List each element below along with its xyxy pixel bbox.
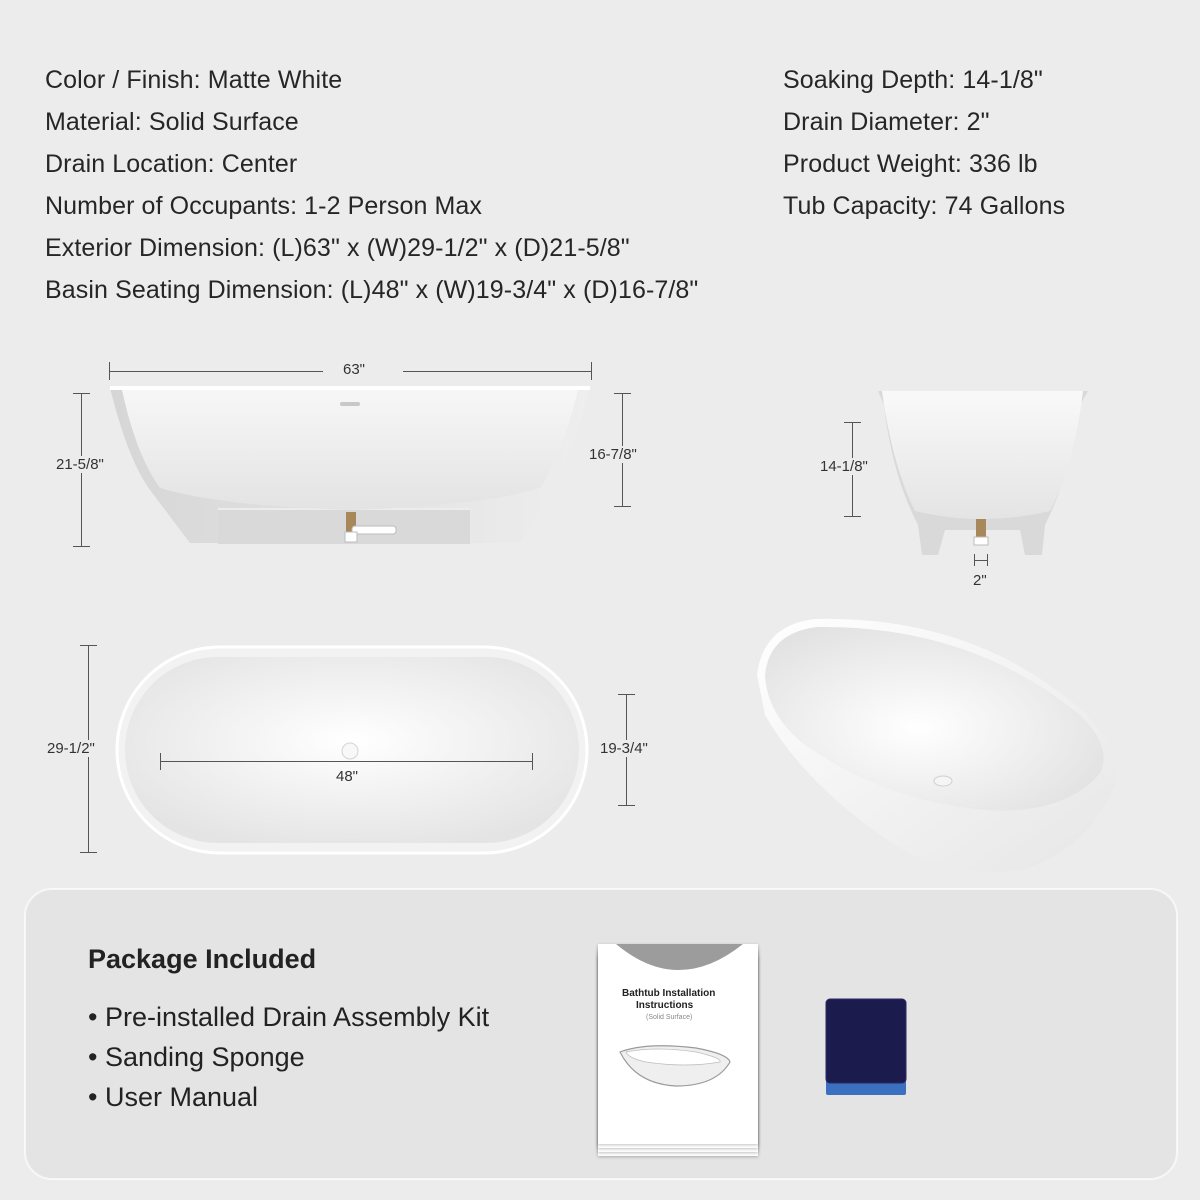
spec-occupants: Number of Occupants: 1-2 Person Max [45,192,483,220]
basin-width-tick-bottom [618,805,635,806]
bathtub-side-view-icon [870,385,1095,565]
basin-depth-tick-bottom [614,506,631,507]
spec-product-weight: Product Weight: 336 lb [783,150,1038,178]
spec-basin-dimension: Basin Seating Dimension: (L)48" x (W)19-3/4" x (D)16-7/8" [45,276,699,304]
length-label: 63" [343,361,366,378]
spec-color-finish: Color / Finish: Matte White [45,66,343,94]
basin-depth-label: 16-7/8" [589,446,637,463]
soaking-depth-tick-bottom [844,516,861,517]
sanding-sponge-icon [823,997,909,1097]
basin-length-tick-left [160,753,161,770]
soaking-depth-label: 14-1/8" [820,458,868,475]
length-tick-right [591,362,592,380]
length-dimension-line-right [403,371,591,372]
height-label: 21-5/8" [56,456,104,473]
basin-depth-tick-top [614,393,631,394]
width-tick-top [80,645,97,646]
basin-width-tick-top [618,694,635,695]
width-label: 29-1/2" [47,740,95,757]
basin-length-label: 48" [336,768,359,785]
package-item-drain-kit: • Pre-installed Drain Assembly Kit [88,1002,490,1032]
manual-cover [598,944,758,1144]
drain-diameter-label: 2" [973,572,987,589]
spec-tub-capacity: Tub Capacity: 74 Gallons [783,192,1066,220]
width-tick-bottom [80,852,97,853]
spec-soaking-depth: Soaking Depth: 14-1/8" [783,66,1043,94]
bathtub-front-view-icon [100,380,600,550]
manual-bathtub-illustration [616,1040,736,1090]
package-title: Package Included [88,944,317,974]
manual-booklet-icon [598,944,758,1144]
bathtub-perspective-view-icon [745,605,1135,880]
basin-length-tick-right [532,753,533,770]
length-dimension-line-left [109,371,323,372]
length-tick-left [109,362,110,380]
spec-material: Material: Solid Surface [45,108,299,136]
bathtub-top-view-icon [115,645,590,857]
manual-subtitle: (Solid Surface) [646,1014,693,1021]
manual-arc-graphic [598,944,758,984]
spec-exterior-dimension: Exterior Dimension: (L)63" x (W)29-1/2" x (D)21-5/8" [45,234,630,262]
spec-drain-location: Drain Location: Center [45,150,298,178]
height-tick-bottom [73,546,90,547]
basin-width-label: 19-3/4" [600,740,648,757]
height-tick-top [73,393,90,394]
spec-drain-diameter: Drain Diameter: 2" [783,108,990,136]
soaking-depth-tick-top [844,422,861,423]
package-item-manual: • User Manual [88,1082,259,1112]
package-item-sponge: • Sanding Sponge [88,1042,305,1072]
manual-title: Bathtub Installation Instructions [622,988,716,1011]
drain-dimension-line [974,560,988,561]
basin-length-dimension-line [160,761,533,762]
